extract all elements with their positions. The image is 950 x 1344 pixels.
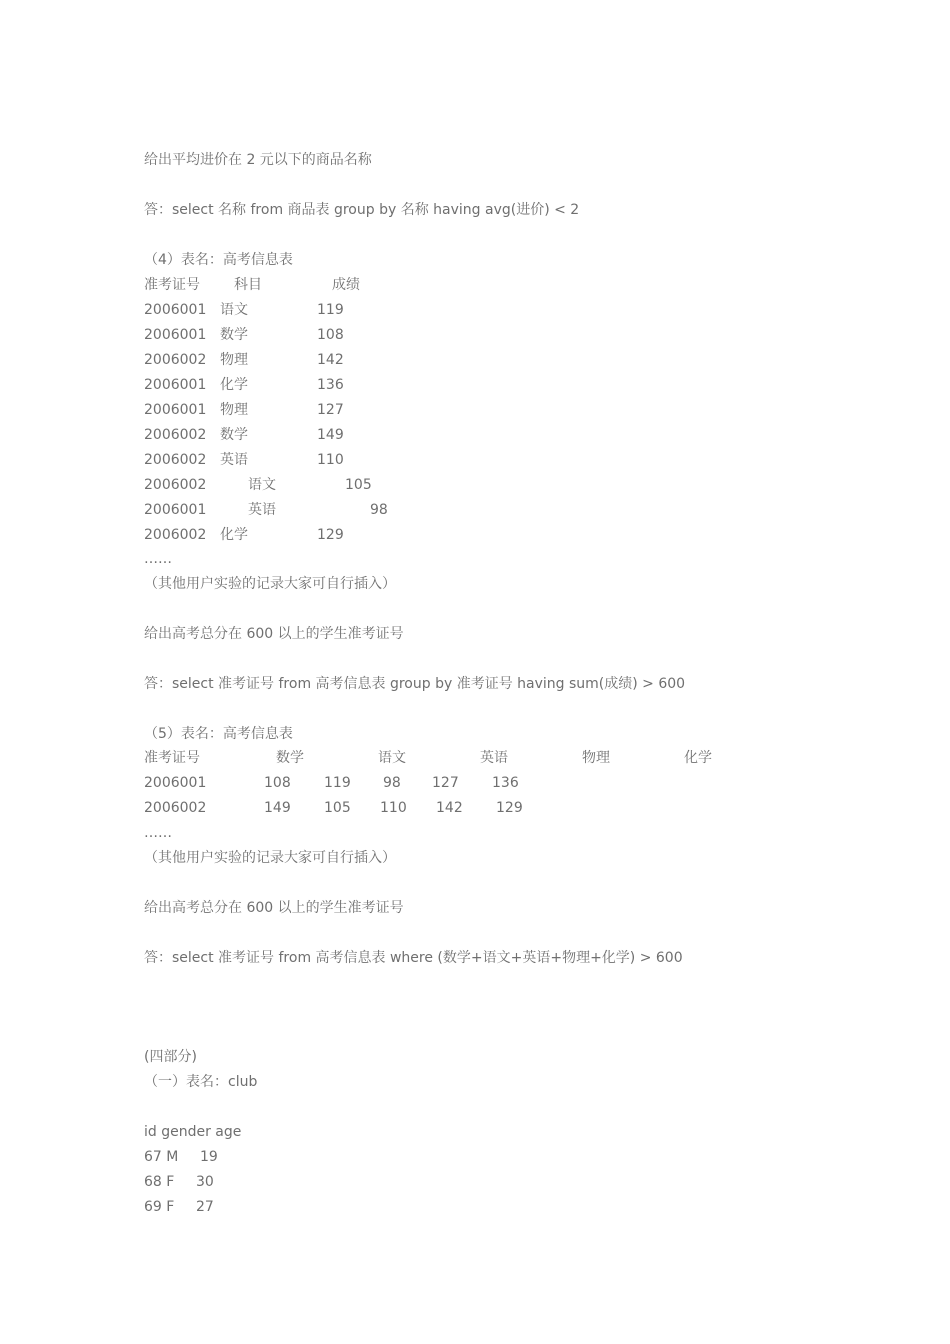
table-cell: 化学	[220, 377, 248, 393]
column-header: 准考证号	[144, 277, 200, 293]
table-cell: 142	[317, 352, 344, 368]
table-cell: 69 F	[144, 1199, 175, 1215]
table-cell: 136	[317, 377, 344, 393]
table-cell: 67 M	[144, 1149, 179, 1165]
column-header: id gender age	[144, 1124, 242, 1140]
table-cell: 2006002	[144, 527, 207, 543]
table-cell: 2006001	[144, 327, 207, 343]
section-heading: (四部分)	[144, 1049, 197, 1065]
table-cell: 化学	[220, 527, 248, 543]
answer-text: 答：select 准考证号 from 高考信息表 where (数学+语文+英语+物理+化学) > 600	[144, 950, 683, 966]
ellipsis: ……	[144, 551, 172, 567]
table-cell: 129	[496, 800, 523, 816]
answer-text: 答：select 准考证号 from 高考信息表 group by 准考证号 having sum(成绩) > 600	[144, 676, 686, 692]
column-header: 数学	[276, 750, 304, 766]
table-cell: 149	[317, 427, 344, 443]
ellipsis: ……	[144, 825, 172, 841]
table-cell: 108	[317, 327, 344, 343]
note-text: （其他用户实验的记录大家可自行插入）	[144, 850, 396, 866]
table-title: （4）表名：高考信息表	[144, 252, 293, 268]
table-cell: 108	[264, 775, 291, 791]
table-cell: 142	[436, 800, 463, 816]
table-cell: 119	[324, 775, 351, 791]
table-cell: 物理	[220, 402, 248, 418]
table-cell: 2006002	[144, 800, 207, 816]
table-cell: 127	[317, 402, 344, 418]
table-cell: 149	[264, 800, 291, 816]
column-header: 英语	[480, 750, 508, 766]
table-cell: 110	[380, 800, 407, 816]
table-cell: 110	[317, 452, 344, 468]
table-cell: 物理	[220, 352, 248, 368]
note-text: （其他用户实验的记录大家可自行插入）	[144, 576, 396, 592]
table-cell: 27	[196, 1199, 214, 1215]
table-cell: 语文	[220, 302, 248, 318]
table-cell: 2006001	[144, 502, 207, 518]
table-cell: 2006002	[144, 427, 207, 443]
column-header: 化学	[684, 750, 712, 766]
table-cell: 2006001	[144, 775, 207, 791]
table-cell: 英语	[248, 502, 276, 518]
column-header: 物理	[582, 750, 610, 766]
column-header: 准考证号	[144, 750, 200, 766]
table-cell: 129	[317, 527, 344, 543]
table-cell: 英语	[220, 452, 248, 468]
column-header: 科目	[234, 277, 262, 293]
table-cell: 98	[383, 775, 401, 791]
table-cell: 数学	[220, 427, 248, 443]
table-cell: 2006001	[144, 402, 207, 418]
table-cell: 2006002	[144, 352, 207, 368]
question-text: 给出平均进价在 2 元以下的商品名称	[144, 152, 372, 168]
table-cell: 119	[317, 302, 344, 318]
table-cell: 数学	[220, 327, 248, 343]
table-cell: 136	[492, 775, 519, 791]
table-cell: 2006002	[144, 452, 207, 468]
table-title: （5）表名：高考信息表	[144, 726, 293, 742]
question-text: 给出高考总分在 600 以上的学生准考证号	[144, 900, 404, 916]
question-text: 给出高考总分在 600 以上的学生准考证号	[144, 626, 404, 642]
answer-text: 答：select 名称 from 商品表 group by 名称 having avg(进价) < 2	[144, 202, 580, 218]
table-cell: 127	[432, 775, 459, 791]
table-cell: 105	[345, 477, 372, 493]
table-cell: 2006001	[144, 302, 207, 318]
table-cell: 2006002	[144, 477, 207, 493]
table-cell: 68 F	[144, 1174, 175, 1190]
table-cell: 19	[200, 1149, 218, 1165]
table-cell: 98	[370, 502, 388, 518]
table-cell: 2006001	[144, 377, 207, 393]
table-cell: 105	[324, 800, 351, 816]
table-title: （一）表名：club	[144, 1074, 258, 1090]
table-cell: 30	[196, 1174, 214, 1190]
column-header: 语文	[378, 750, 406, 766]
table-cell: 语文	[248, 477, 276, 493]
column-header: 成绩	[332, 277, 360, 293]
